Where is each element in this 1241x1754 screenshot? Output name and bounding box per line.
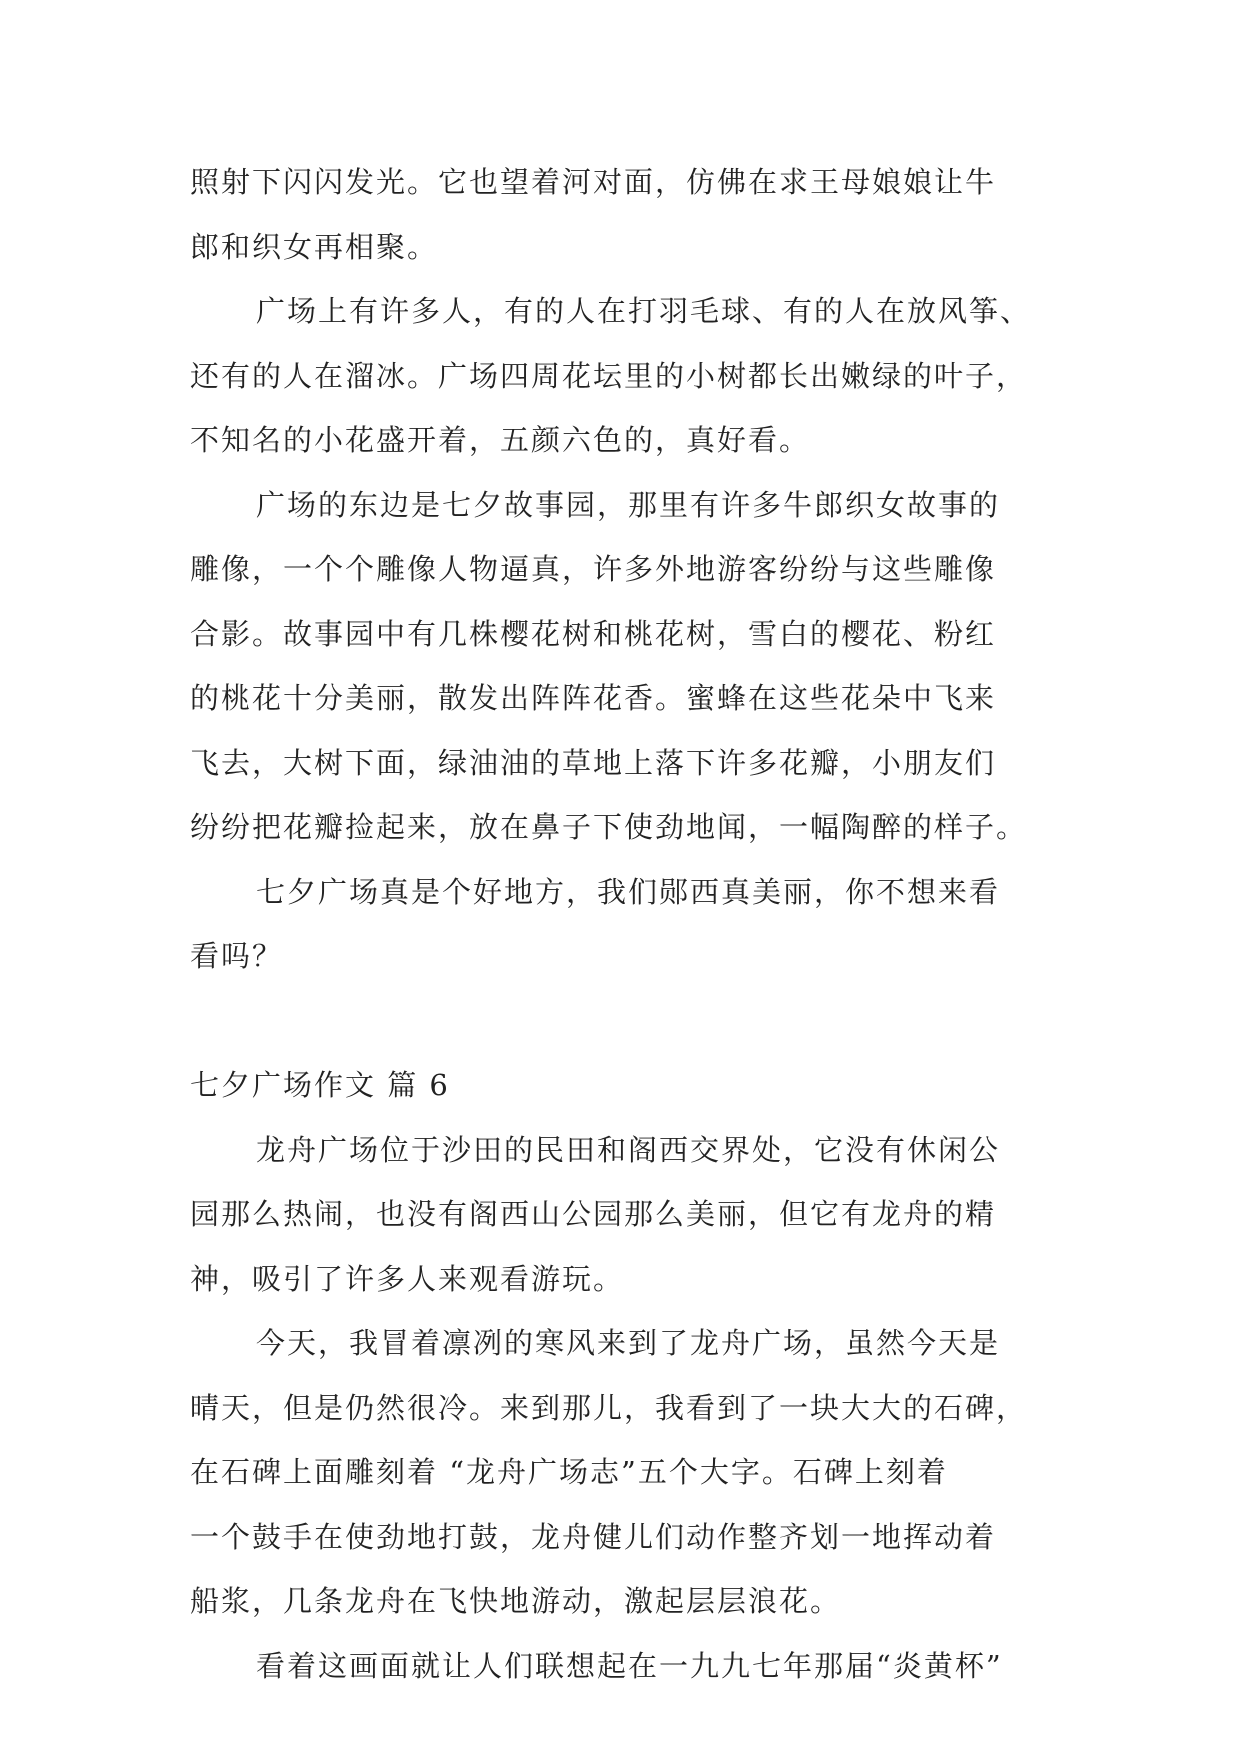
paragraph-start-line: 广场的东边是七夕故事园，那里有许多牛郎织女故事的: [256, 487, 1001, 522]
text-line: 飞去，大树下面，绿油油的草地上落下许多花瓣，小朋友们: [190, 745, 997, 780]
text-line: 郎和织女再相聚。: [190, 229, 439, 264]
paragraph-start-line: 看着这画面就让人们联想起在一九九七年那届“炎黄杯”: [256, 1648, 1003, 1683]
text-line: 合影。故事园中有几株樱花树和桃花树，雪白的樱花、粉红: [190, 616, 997, 651]
text-line: 纷纷把花瓣捡起来，放在鼻子下使劲地闻，一幅陶醉的样子。: [190, 810, 1028, 844]
text-line: 神，吸引了许多人来观看游玩。: [190, 1261, 625, 1296]
text-line: 还有的人在溜冰。广场四周花坛里的小树都长出嫩绿的叶子，: [190, 358, 1028, 393]
text-line: 晴天，但是仍然很冷。来到那儿，我看到了一块大大的石碑，: [190, 1390, 1028, 1425]
paragraph-start-line: 七夕广场真是个好地方，我们郧西真美丽，你不想来看: [256, 874, 1001, 909]
text-line: 看吗？: [190, 939, 284, 973]
text-line: 雕像，一个个雕像人物逼真，许多外地游客纷纷与这些雕像: [190, 552, 997, 586]
section-heading: 七夕广场作文 篇 6: [190, 1068, 450, 1102]
paragraph-start-line: 龙舟广场位于沙田的民田和阁西交界处，它没有休闲公: [256, 1132, 1001, 1167]
text-line: 不知名的小花盛开着，五颜六色的，真好看。: [190, 423, 811, 457]
paragraph-start-line: 广场上有许多人，有的人在打羽毛球、有的人在放风筝、: [256, 294, 1032, 328]
text-line: 的桃花十分美丽，散发出阵阵花香。蜜蜂在这些花朵中飞来: [190, 681, 997, 715]
document-body: [190, 150, 1060, 1698]
text-line: 在石碑上面雕刻着 “龙舟广场志”五个大字。石碑上刻着: [190, 1455, 948, 1489]
paragraph-start-line: 今天，我冒着凛冽的寒风来到了龙舟广场，虽然今天是: [256, 1326, 1001, 1360]
text-line: 一个鼓手在使劲地打鼓，龙舟健儿们动作整齐划一地挥动着: [190, 1519, 997, 1554]
text-line: 照射下闪闪发光。它也望着河对面，仿佛在求王母娘娘让牛: [190, 165, 997, 199]
text-line: 船浆，几条龙舟在飞快地游动，激起层层浪花。: [190, 1584, 842, 1618]
section-gap: [190, 989, 1060, 1054]
text-line: 园那么热闹，也没有阁西山公园那么美丽，但它有龙舟的精: [190, 1197, 997, 1231]
